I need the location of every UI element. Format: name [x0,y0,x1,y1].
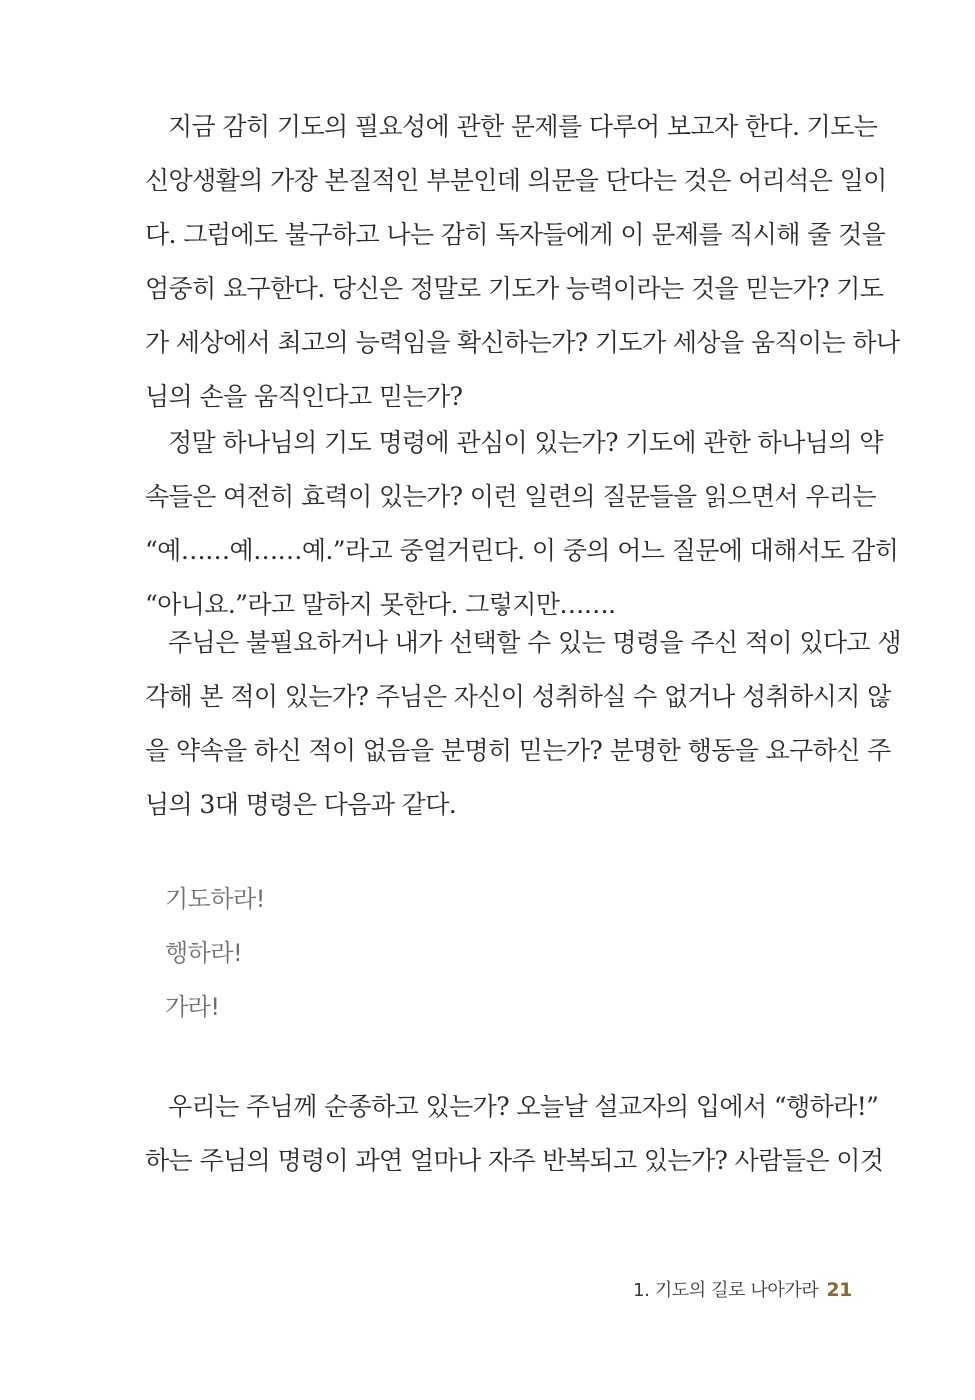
paragraph-1 [145,100,900,424]
text-line: “아니요.”라고 말하지 못한다. 그렇지만……. [145,590,616,619]
text-line: 정말 하나님의 기도 명령에 관심이 있는가? 기도에 관한 하나님의 약 [168,428,883,457]
text-line: 지금 감히 기도의 필요성에 관한 문제를 다루어 보고자 한다. 기도는 [168,112,878,141]
text-line: 가 세상에서 최고의 능력임을 확신하는가? 기도가 세상을 움직이는 하나 [145,328,900,357]
text-line: 속들은 여전히 효력이 있는가? 이런 일련의 질문들을 읽으면서 우리는 [145,482,876,511]
paragraph-4 [145,1080,884,1188]
page-number: 21 [826,1279,852,1301]
command-pray: 기도하라! [165,885,265,913]
paragraph-2 [145,416,899,632]
paragraph-3 [145,616,901,832]
command-go: 가라! [165,993,220,1021]
text-line: 각해 본 적이 있는가? 주님은 자신이 성취하실 수 없거나 성취하시지 않 [145,682,891,711]
text-line: 님의 3대 명령은 다음과 같다. [145,790,457,819]
command-list [165,872,265,1034]
page-footer [633,1276,852,1302]
text-line: 우리는 주님께 순종하고 있는가? 오늘날 설교자의 입에서 “행하라!” [168,1092,879,1121]
text-line: “예……예……예.”라고 중얼거린다. 이 중의 어느 질문에 대해서도 감히 [145,536,899,565]
text-line: 주님은 불필요하거나 내가 선택할 수 있는 명령을 주신 적이 있다고 생 [168,628,901,657]
chapter-title: 1. 기도의 길로 나아가라 [633,1280,819,1301]
command-do: 행하라! [165,939,243,967]
text-line: 다. 그럼에도 불구하고 나는 감히 독자들에게 이 문제를 직시해 줄 것을 [145,220,886,249]
text-line: 신앙생활의 가장 본질적인 부분인데 의문을 단다는 것은 어리석은 일이 [145,166,887,195]
text-line: 하는 주님의 명령이 과연 얼마나 자주 반복되고 있는가? 사람들은 이것 [145,1146,884,1175]
text-line: 님의 손을 움직인다고 믿는가? [145,382,463,411]
text-line: 을 약속을 하신 적이 없음을 분명히 믿는가? 분명한 행동을 요구하신 주 [145,736,891,765]
text-line: 엄중히 요구한다. 당신은 정말로 기도가 능력이라는 것을 믿는가? 기도 [145,274,884,303]
